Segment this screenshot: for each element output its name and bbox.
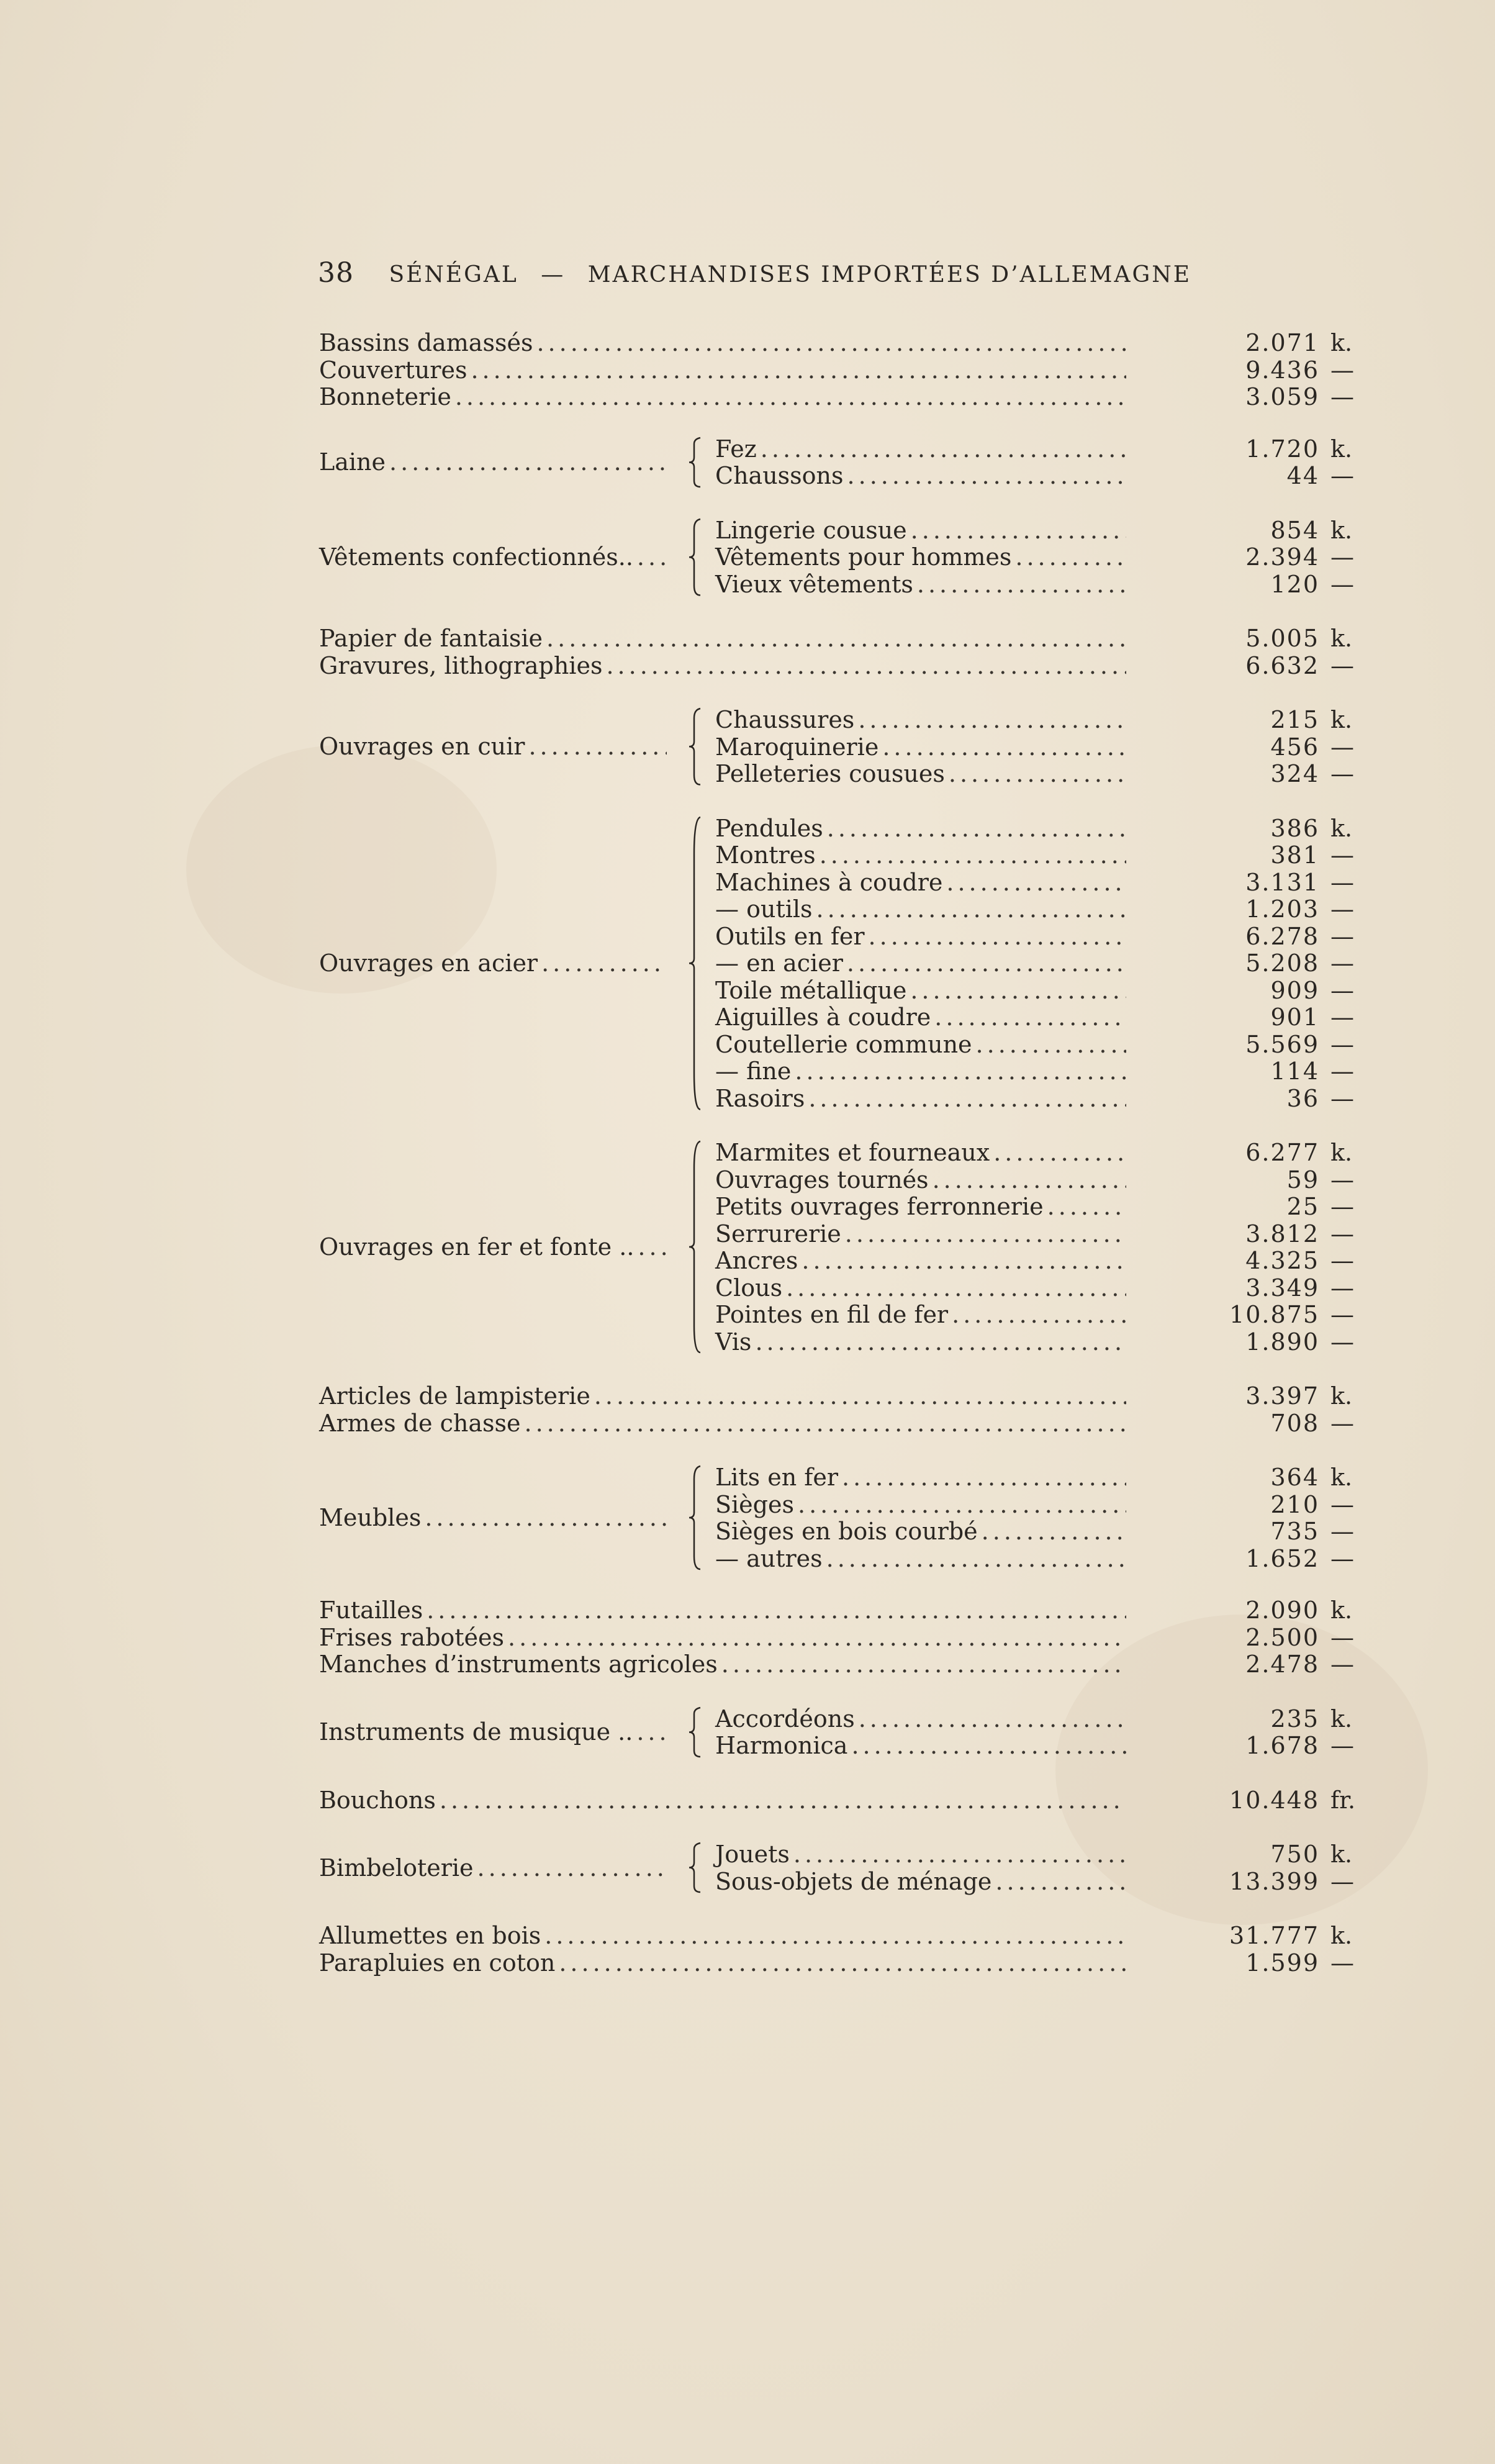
dot-leader xyxy=(858,706,1126,733)
dot-leader xyxy=(847,462,1126,489)
dot-leader xyxy=(636,1718,667,1746)
dot-leader xyxy=(808,1085,1126,1112)
quantity-unit: k. xyxy=(1330,329,1353,356)
entry-label: Couvertures xyxy=(319,356,467,384)
dot-leader xyxy=(911,517,1126,544)
sub-entry-label: Aiguilles à coudre xyxy=(715,1003,931,1031)
entry-row xyxy=(319,1410,1126,1437)
sub-entry-row xyxy=(715,1003,1126,1031)
quantity-unit: — xyxy=(1330,462,1354,489)
sub-entry-row xyxy=(715,543,1126,571)
quantity-value: 381 xyxy=(1270,841,1319,869)
sub-entry-row xyxy=(715,1139,1126,1166)
sub-entry-row xyxy=(715,1868,1126,1895)
entry-row xyxy=(319,329,1126,356)
dot-leader xyxy=(847,949,1126,977)
sub-entry-row xyxy=(715,923,1126,950)
quantity-value: 2.071 xyxy=(1245,329,1319,356)
quantity-value: 59 xyxy=(1286,1166,1319,1194)
sub-entry-label: — outils xyxy=(715,895,813,923)
sub-entry-row xyxy=(715,733,1126,761)
entry-row xyxy=(319,625,1126,652)
quantity-unit: — xyxy=(1330,1409,1354,1437)
dot-leader xyxy=(541,949,667,977)
quantity-unit: k. xyxy=(1330,1705,1353,1732)
entry-label: Bouchons xyxy=(319,1786,436,1814)
quantity-unit: k. xyxy=(1330,435,1353,463)
quantity-value: 4.325 xyxy=(1245,1247,1319,1274)
sub-entry-label: Serrurerie xyxy=(715,1220,841,1248)
sub-entry-row xyxy=(715,1464,1126,1491)
dot-leader xyxy=(826,1545,1126,1572)
entry-label: Armes de chasse xyxy=(319,1409,521,1437)
quantity-value: 31.777 xyxy=(1229,1922,1319,1949)
page-header xyxy=(318,257,1311,294)
quantity-unit: — xyxy=(1330,570,1354,598)
sub-entry-row xyxy=(715,1031,1126,1058)
entry-label: Articles de lampisterie xyxy=(319,1382,590,1410)
dot-leader xyxy=(755,1328,1126,1356)
quantity-unit: — xyxy=(1330,1949,1354,1977)
dot-leader xyxy=(845,1220,1126,1248)
quantity-value: 215 xyxy=(1270,706,1319,733)
header-separator: — xyxy=(541,262,566,288)
sub-entry-label: Coutellerie commune xyxy=(715,1030,972,1058)
quantity-value: 2.500 xyxy=(1245,1623,1319,1651)
dot-leader xyxy=(637,543,667,571)
quantity-value: 2.090 xyxy=(1245,1597,1319,1624)
dot-leader xyxy=(508,1624,1126,1651)
quantity-value: 324 xyxy=(1270,760,1319,787)
dot-leader xyxy=(793,1841,1126,1868)
quantity-value: 5.569 xyxy=(1245,1030,1319,1058)
quantity-value: 6.632 xyxy=(1245,651,1319,679)
entry-row xyxy=(319,356,1126,384)
dot-leader xyxy=(1047,1193,1126,1220)
sub-entry-label: Machines à coudre xyxy=(715,868,943,896)
dot-leader xyxy=(952,1301,1126,1328)
quantity-unit: k. xyxy=(1330,1464,1353,1491)
sub-entry-label: Toile métallique xyxy=(715,976,907,1004)
sub-entry-row xyxy=(715,1518,1126,1545)
category-label xyxy=(319,1233,667,1261)
quantity-unit: — xyxy=(1330,841,1354,869)
dot-leader xyxy=(917,571,1126,598)
sub-entry-label: Chaussons xyxy=(715,462,844,489)
sub-entry-label: Rasoirs xyxy=(715,1084,805,1112)
sub-entry-label: Ancres xyxy=(715,1247,798,1274)
quantity-unit: — xyxy=(1330,543,1354,571)
sub-entry-label: Sièges xyxy=(715,1490,794,1518)
sub-entry-row xyxy=(715,977,1126,1004)
quantity-value: 44 xyxy=(1286,462,1319,489)
sub-entry-row xyxy=(715,571,1126,598)
entry-label: Futailles xyxy=(319,1597,423,1624)
sub-entry-row xyxy=(715,1841,1126,1868)
category-name: Ouvrages en acier xyxy=(319,949,538,977)
quantity-value: 114 xyxy=(1270,1058,1319,1085)
quantity-value: 1.203 xyxy=(1245,895,1319,923)
sub-entry-label: Vêtements pour hommes xyxy=(715,543,1012,571)
sub-entry-label: Marmites et fourneaux xyxy=(715,1139,990,1166)
dot-leader xyxy=(933,1166,1126,1194)
quantity-unit: — xyxy=(1330,868,1354,896)
quantity-unit: — xyxy=(1330,760,1354,787)
sub-entry-row xyxy=(715,1301,1126,1328)
quantity-value: 13.399 xyxy=(1229,1867,1319,1895)
quantity-value: 1.890 xyxy=(1245,1328,1319,1356)
brace-bracket xyxy=(688,817,704,1110)
category-name: Meubles xyxy=(319,1504,422,1531)
category-label xyxy=(319,543,667,571)
quantity-unit: — xyxy=(1330,1651,1354,1678)
entry-row xyxy=(319,652,1126,679)
quantity-value: 25 xyxy=(1286,1193,1319,1220)
quantity-value: 3.812 xyxy=(1245,1220,1319,1248)
sub-entry-label: Sièges en bois courbé xyxy=(715,1518,978,1545)
quantity-value: 5.005 xyxy=(1245,625,1319,652)
dot-leader xyxy=(993,1139,1126,1166)
sub-entry-label: Ouvrages tournés xyxy=(715,1166,929,1194)
entry-label: Allumettes en bois xyxy=(319,1922,541,1949)
entry-row xyxy=(319,1597,1126,1624)
entry-row xyxy=(319,1382,1126,1410)
sub-entry-row xyxy=(715,1491,1126,1518)
quantity-value: 2.394 xyxy=(1245,543,1319,571)
brace-bracket xyxy=(688,519,704,596)
sub-entry-row xyxy=(715,435,1126,463)
header-country: SÉNÉGAL xyxy=(389,262,518,288)
sub-entry-row xyxy=(715,815,1126,842)
entry-label: Bonneterie xyxy=(319,383,451,410)
quantity-unit: k. xyxy=(1330,1841,1353,1868)
dot-leader xyxy=(546,625,1126,652)
quantity-unit: — xyxy=(1330,1518,1354,1545)
quantity-unit: k. xyxy=(1330,516,1353,544)
category-name: Ouvrages en cuir xyxy=(319,733,525,761)
sub-entry-label: Lingerie cousue xyxy=(715,516,907,544)
category-name: Ouvrages en fer et fonte .. xyxy=(319,1233,635,1261)
category-label xyxy=(319,1854,667,1882)
dot-leader xyxy=(528,733,667,760)
sub-entry-label: Petits ouvrages ferronnerie xyxy=(715,1193,1044,1220)
quantity-value: 364 xyxy=(1270,1464,1319,1491)
category-label xyxy=(319,733,667,760)
quantity-unit: — xyxy=(1330,1867,1354,1895)
dot-leader xyxy=(910,977,1126,1004)
quantity-unit: — xyxy=(1330,922,1354,950)
quantity-value: 3.131 xyxy=(1245,868,1319,896)
sub-entry-label: Montres xyxy=(715,841,816,869)
sub-entry-row xyxy=(715,869,1126,896)
sub-entry-label: Vieux vêtements xyxy=(715,570,913,598)
quantity-value: 10.875 xyxy=(1229,1301,1319,1328)
sub-entry-label: Vis xyxy=(715,1328,752,1356)
quantity-unit: — xyxy=(1330,1544,1354,1572)
quantity-unit: — xyxy=(1330,733,1354,761)
dot-leader xyxy=(869,923,1126,950)
quantity-unit: k. xyxy=(1330,1382,1353,1410)
sub-entry-row xyxy=(715,1085,1126,1112)
dot-leader xyxy=(786,1274,1126,1302)
sub-entry-row xyxy=(715,517,1126,544)
dot-leader xyxy=(761,435,1126,463)
quantity-value: 9.436 xyxy=(1245,356,1319,384)
quantity-value: 6.278 xyxy=(1245,922,1319,950)
dot-leader xyxy=(795,1058,1126,1085)
sub-entry-label: Maroquinerie xyxy=(715,733,879,761)
quantity-unit: — xyxy=(1330,1732,1354,1759)
quantity-unit: — xyxy=(1330,1058,1354,1085)
quantity-unit: — xyxy=(1330,1247,1354,1274)
category-name: Laine xyxy=(319,448,386,476)
quantity-value: 10.448 xyxy=(1229,1786,1319,1814)
sub-entry-row xyxy=(715,1705,1126,1732)
sub-entry-label: Accordéons xyxy=(715,1705,855,1732)
sub-entry-row xyxy=(715,841,1126,869)
entry-label: Parapluies en coton xyxy=(319,1949,556,1977)
sub-entry-label: Pelleteries cousues xyxy=(715,760,945,787)
sub-entry-row xyxy=(715,760,1126,787)
dot-leader xyxy=(859,1705,1126,1732)
sub-entry-label: Harmonica xyxy=(715,1732,848,1759)
dot-leader xyxy=(536,329,1126,356)
category-label xyxy=(319,448,667,476)
brace-bracket xyxy=(688,1708,704,1757)
dot-leader xyxy=(594,1382,1126,1410)
dot-leader xyxy=(525,1410,1126,1437)
quantity-unit: — xyxy=(1330,895,1354,923)
entry-row xyxy=(319,1651,1126,1678)
entry-row xyxy=(319,1787,1126,1814)
category-label xyxy=(319,1504,667,1531)
dot-leader xyxy=(721,1651,1126,1678)
dot-leader xyxy=(440,1787,1126,1814)
category-name: Instruments de musique .. xyxy=(319,1718,633,1746)
page-number: 38 xyxy=(318,257,354,289)
dot-leader xyxy=(544,1922,1126,1949)
brace-bracket xyxy=(688,438,704,487)
dot-leader xyxy=(471,356,1126,384)
dot-leader xyxy=(882,733,1126,761)
quantity-value: 901 xyxy=(1270,1003,1319,1031)
entry-label: Manches d’instruments agricoles xyxy=(319,1651,718,1678)
sub-entry-row xyxy=(715,1058,1126,1085)
quantity-unit: — xyxy=(1330,356,1354,384)
entry-row xyxy=(319,1949,1126,1977)
quantity-value: 3.349 xyxy=(1245,1274,1319,1302)
quantity-unit: — xyxy=(1330,1193,1354,1220)
dot-leader xyxy=(946,869,1126,896)
dot-leader xyxy=(425,1504,667,1531)
sub-entry-row xyxy=(715,1220,1126,1248)
quantity-value: 1.678 xyxy=(1245,1732,1319,1759)
quantity-value: 708 xyxy=(1270,1409,1319,1437)
category-name: Vêtements confectionnés.. xyxy=(319,543,633,571)
quantity-unit: — xyxy=(1330,976,1354,1004)
sub-entry-label: — en acier xyxy=(715,949,843,977)
quantity-unit: — xyxy=(1330,1084,1354,1112)
quantity-unit: k. xyxy=(1330,814,1353,842)
dot-leader xyxy=(477,1854,667,1882)
quantity-value: 3.397 xyxy=(1245,1382,1319,1410)
brace-bracket xyxy=(688,709,704,785)
quantity-value: 5.208 xyxy=(1245,949,1319,977)
sub-entry-row xyxy=(715,462,1126,489)
entry-label: Bassins damassés xyxy=(319,329,533,356)
quantity-unit: — xyxy=(1330,1328,1354,1356)
quantity-value: 120 xyxy=(1270,570,1319,598)
quantity-unit: — xyxy=(1330,1003,1354,1031)
sub-entry-row xyxy=(715,1545,1126,1572)
quantity-value: 36 xyxy=(1286,1084,1319,1112)
dot-leader xyxy=(851,1732,1126,1759)
quantity-unit: — xyxy=(1330,1166,1354,1194)
dot-leader xyxy=(559,1949,1126,1977)
entry-label: Frises rabotées xyxy=(319,1623,505,1651)
quantity-value: 1.652 xyxy=(1245,1544,1319,1572)
quantity-unit: — xyxy=(1330,949,1354,977)
quantity-unit: — xyxy=(1330,1301,1354,1328)
quantity-value: 3.059 xyxy=(1245,383,1319,410)
dot-leader xyxy=(827,815,1126,842)
sub-entry-label: Fez xyxy=(715,435,757,463)
dot-leader xyxy=(976,1031,1126,1058)
quantity-value: 750 xyxy=(1270,1841,1319,1868)
sub-entry-label: Pendules xyxy=(715,814,823,842)
quantity-unit: k. xyxy=(1330,1597,1353,1624)
dot-leader xyxy=(934,1003,1126,1031)
dot-leader xyxy=(802,1247,1126,1274)
dot-leader xyxy=(798,1491,1126,1518)
quantity-unit: k. xyxy=(1330,625,1353,652)
sub-entry-row xyxy=(715,1247,1126,1274)
quantity-value: 735 xyxy=(1270,1518,1319,1545)
quantity-value: 2.478 xyxy=(1245,1651,1319,1678)
quantity-value: 235 xyxy=(1270,1705,1319,1732)
sub-entry-label: Chaussures xyxy=(715,706,855,733)
dot-leader xyxy=(949,760,1126,787)
sub-entry-label: Lits en fer xyxy=(715,1464,838,1491)
quantity-value: 854 xyxy=(1270,516,1319,544)
quantity-unit: k. xyxy=(1330,706,1353,733)
quantity-unit: — xyxy=(1330,1220,1354,1248)
quantity-unit: — xyxy=(1330,1030,1354,1058)
category-label xyxy=(319,949,667,977)
sub-entry-row xyxy=(715,1193,1126,1220)
dot-leader xyxy=(982,1518,1126,1545)
quantity-unit: — xyxy=(1330,1623,1354,1651)
quantity-value: 210 xyxy=(1270,1490,1319,1518)
sub-entry-row xyxy=(715,1166,1126,1194)
quantity-unit: — xyxy=(1330,383,1354,410)
entry-row xyxy=(319,1624,1126,1651)
sub-entry-label: Outils en fer xyxy=(715,922,865,950)
sub-entry-label: Pointes en fil de fer xyxy=(715,1301,949,1328)
entry-row xyxy=(319,383,1126,410)
dot-leader xyxy=(606,652,1126,679)
header-subject: MARCHANDISES IMPORTÉES D’ALLEMAGNE xyxy=(587,262,1192,288)
category-label xyxy=(319,1718,667,1746)
quantity-value: 456 xyxy=(1270,733,1319,761)
sub-entry-row xyxy=(715,1274,1126,1302)
sub-entry-row xyxy=(715,1328,1126,1356)
dot-leader xyxy=(995,1868,1126,1895)
entry-label: Papier de fantaisie xyxy=(319,625,543,652)
brace-bracket xyxy=(688,1141,704,1352)
quantity-unit: — xyxy=(1330,1490,1354,1518)
sub-entry-row xyxy=(715,949,1126,977)
quantity-value: 1.599 xyxy=(1245,1949,1319,1977)
sub-entry-row xyxy=(715,706,1126,733)
sub-entry-label: — autres xyxy=(715,1544,823,1572)
quantity-value: 1.720 xyxy=(1245,435,1319,463)
category-name: Bimbeloterie xyxy=(319,1854,474,1882)
sub-entry-label: Sous-objets de ménage xyxy=(715,1867,992,1895)
entry-row xyxy=(319,1922,1126,1949)
quantity-unit: k. xyxy=(1330,1922,1353,1949)
dot-leader xyxy=(816,895,1126,923)
quantity-value: 909 xyxy=(1270,976,1319,1004)
sub-entry-row xyxy=(715,895,1126,923)
quantity-unit: — xyxy=(1330,1274,1354,1302)
sub-entry-label: — fine xyxy=(715,1058,792,1085)
dot-leader xyxy=(389,448,667,476)
sub-entry-label: Jouets xyxy=(715,1841,790,1868)
brace-bracket xyxy=(688,1843,704,1892)
dot-leader xyxy=(820,841,1126,869)
entry-label: Gravures, lithographies xyxy=(319,651,603,679)
dot-leader xyxy=(455,383,1126,410)
brace-bracket xyxy=(688,1466,704,1569)
quantity-unit: fr. xyxy=(1330,1786,1356,1814)
sub-entry-row xyxy=(715,1732,1126,1759)
quantity-unit: — xyxy=(1330,651,1354,679)
dot-leader xyxy=(427,1597,1126,1624)
dot-leader xyxy=(638,1233,667,1261)
quantity-unit: k. xyxy=(1330,1139,1353,1166)
quantity-value: 386 xyxy=(1270,814,1319,842)
dot-leader xyxy=(842,1464,1126,1491)
quantity-value: 6.277 xyxy=(1245,1139,1319,1166)
dot-leader xyxy=(1015,543,1126,571)
sub-entry-label: Clous xyxy=(715,1274,783,1302)
